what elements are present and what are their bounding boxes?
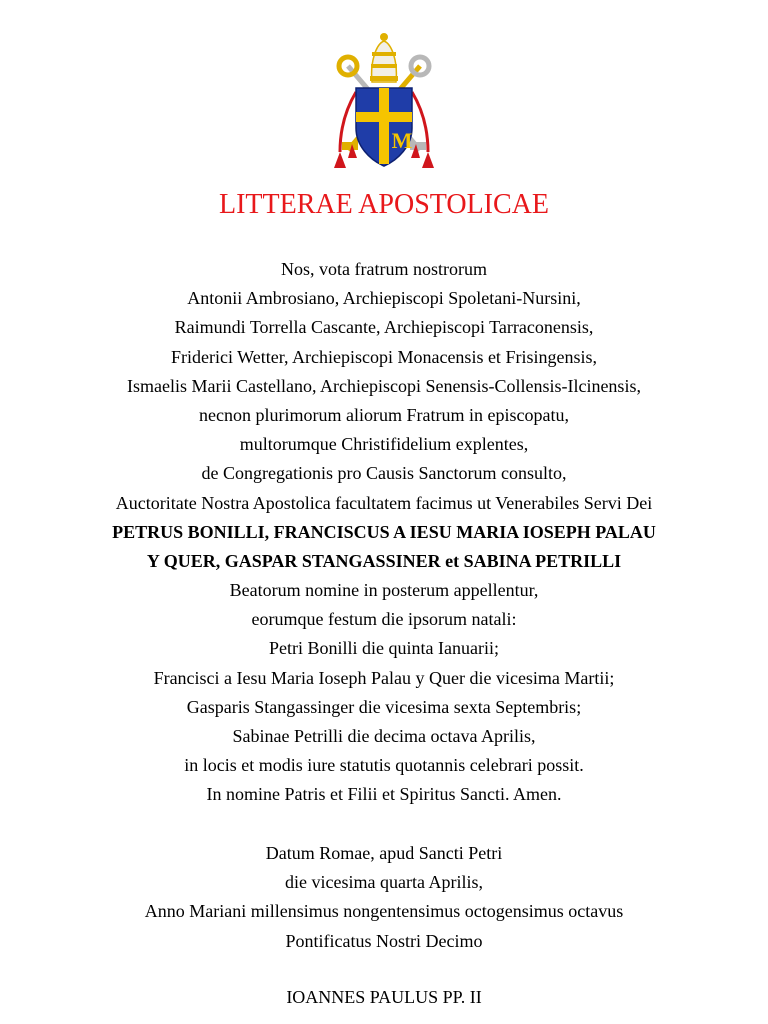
dating-line: Anno Mariani millensimus nongentensimus octogensimus octavus <box>144 901 624 922</box>
feast-line: eorumque festum die ipsorum natali: <box>251 609 517 630</box>
document-body <box>0 255 768 810</box>
body-line: Raimundi Torrella Cascante, Archiepiscopi Tarraconensis, <box>174 317 594 338</box>
dating-line: Datum Romae, apud Sancti Petri <box>265 843 503 863</box>
beatified-names-line: PETRUS BONILLI, FRANCISCUS A IESU MARIA IOSEPH PALAU <box>112 521 656 542</box>
body-line: Ismaelis Marii Castellano, Archiepiscopi Senensis-Collensis-Ilcinensis, <box>127 375 641 396</box>
feast-line: Beatorum nomine in posterum appellentur, <box>229 580 539 601</box>
body-line: Auctoritate Nostra Apostolica facultatem facimus ut Venerabiles Servi Dei <box>115 492 653 513</box>
body-line: necnon plurimorum aliorum Fratrum in episcopatu, <box>199 404 569 425</box>
body-line: Antonii Ambrosiano, Archiepiscopi Spoletani-Nursini, <box>187 288 581 309</box>
emblem-initial: M <box>391 128 413 153</box>
dating-line: die vicesima quarta Aprilis, <box>285 872 483 893</box>
dating-clause <box>0 839 768 956</box>
signature <box>0 983 768 1012</box>
document-title: LITTERAE APOSTOLICAE <box>218 189 550 220</box>
feast-line: in locis et modis iure statutis quotannis celebrari possit. <box>184 755 584 776</box>
feast-line: In nomine Patris et Filii et Spiritus Sancti. Amen. <box>206 784 562 805</box>
body-line: multorumque Christifidelium explentes, <box>239 434 529 455</box>
papal-coat-of-arms-icon <box>326 32 442 172</box>
beatified-names-line: Y QUER, GASPAR STANGASSINER et SABINA PETRILLI <box>146 550 622 571</box>
body-line: Nos, vota fratrum nostrorum <box>281 259 487 279</box>
signature-line: IOANNES PAULUS PP. II <box>286 987 482 1007</box>
shield-icon <box>356 88 412 166</box>
feast-line: Petri Bonilli die quinta Ianuarii; <box>269 638 499 659</box>
feast-line: Sabinae Petrilli die decima octava Aprilis, <box>232 726 536 746</box>
body-line: Friderici Wetter, Archiepiscopi Monacensis et Frisingensis, <box>171 346 597 367</box>
feast-line: Francisci a Iesu Maria Ioseph Palau y Quer die vicesima Martii; <box>153 667 615 688</box>
dating-line: Pontificatus Nostri Decimo <box>285 930 483 951</box>
tiara-icon <box>370 33 398 82</box>
feast-line: Gasparis Stangassinger die vicesima sexta Septembris; <box>186 696 582 717</box>
body-line: de Congregationis pro Causis Sanctorum consulto, <box>201 463 567 484</box>
